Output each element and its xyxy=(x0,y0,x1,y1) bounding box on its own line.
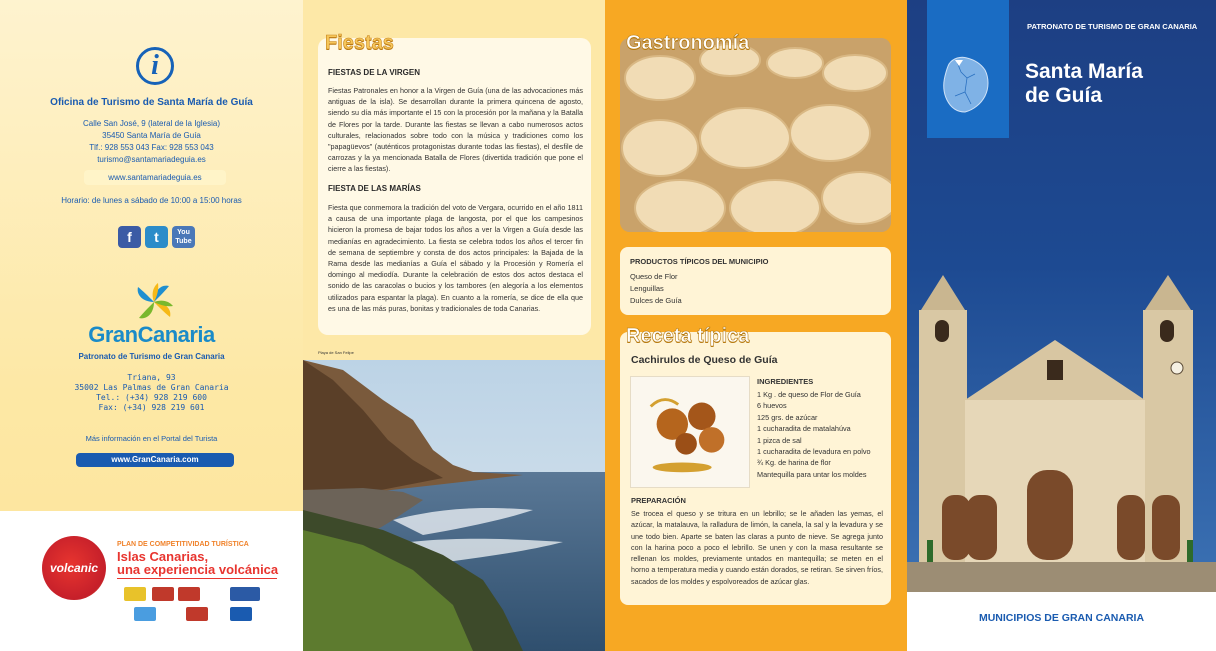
preparation-title: PREPARACIÓN xyxy=(631,496,686,505)
plan-line-1: PLAN DE COMPETITIVIDAD TURÍSTICA xyxy=(117,541,249,548)
portal-link-button[interactable]: www.GranCanaria.com xyxy=(76,453,234,467)
plan-line-3: una experiencia volcánica xyxy=(117,562,279,577)
sponsor-logo-6 xyxy=(186,607,208,621)
recipe-box xyxy=(620,332,891,605)
list-item: Mantequilla para untar los moldes xyxy=(757,469,867,479)
gastronomia-panel xyxy=(605,0,907,651)
fiesta-virgen-heading: FIESTAS DE LA VIRGEN xyxy=(328,68,421,77)
portal-label: Más información en el Portal del Turista xyxy=(85,434,218,443)
sponsor-logo-7 xyxy=(230,607,252,621)
preparation-text: Se trocea el queso y se tritura en un lebrillo; se le añaden las yemas, el azúcar, la matalauva, la ralladura de limón, la canela, la sal y la levadura y se une todo bien. Aparte se baten las claras a punto de nieve. Se agrega junto con la harina poco a poco el lebrillo. Se unen y con la masa resultante se rellenan los moldes, previamente untados en mantequilla; se meten en el horno a temperatura media y cuando están dorados, se retiran. Se sirven fríos, sacados de los moldes y espolvoreados de azúcar glas. xyxy=(631,509,883,586)
office-address: Calle San José, 9 (lateral de la Iglesia) 35450 Santa María de Guía Tlf.: 928 553 043 Fax: 928 553 043 turismo@santamariadeguia.es xyxy=(0,118,303,166)
coast-photo xyxy=(303,360,605,651)
sponsor-logo-2 xyxy=(152,587,174,601)
products-box xyxy=(620,247,891,315)
office-hours: Horario: de lunes a sábado de 10:00 a 15:00 horas xyxy=(61,196,242,205)
info-panel xyxy=(0,0,303,651)
products-list xyxy=(630,271,682,307)
office-title: Oficina de Turismo de Santa María de Guía xyxy=(50,97,253,108)
footer-band xyxy=(907,592,1216,651)
ingredients-list xyxy=(757,389,871,480)
sponsor-logo-3 xyxy=(178,587,200,601)
fiestas-title: Fiestas xyxy=(325,32,394,54)
plan-competitividad xyxy=(0,511,303,651)
gastronomia-title: Gastronomía xyxy=(626,32,750,54)
island-map-icon xyxy=(927,0,1009,138)
list-item: Lenguillas xyxy=(630,284,664,293)
recipe-name: Cachirulos de Queso de Guía xyxy=(631,354,778,366)
twitter-icon[interactable]: t xyxy=(145,226,168,248)
sponsor-logo-5 xyxy=(134,607,156,621)
list-item: Dulces de Guía xyxy=(630,296,682,305)
brand-name: GranCanaria xyxy=(88,322,215,347)
list-item: ¾ Kg. de harina de flor xyxy=(757,458,831,468)
list-item: 1 pizca de sal xyxy=(757,435,802,445)
facebook-icon[interactable]: f xyxy=(118,226,141,248)
list-item: 1 cucharadita de levadura en polvo xyxy=(757,447,871,457)
cheese-photo xyxy=(620,38,891,232)
town-title: Santa María de Guía xyxy=(1025,60,1143,107)
dish-photo xyxy=(630,376,750,488)
plan-line-2: Islas Canarias, xyxy=(117,549,209,564)
list-item: 1 cucharadita de matalahúva xyxy=(757,424,851,434)
youtube-icon[interactable]: You Tube xyxy=(172,226,195,248)
fiesta-marias-text: Fiesta que conmemora la tradición del voto de Vergara, ocurrido en el año 1811 a causa de una importante plaga de langosta, por el que los campesinos hicieron la promesa de bajar todos los años a ver la Virgen a Guía desde las medianías en agradecimiento. La fiesta se celebra todos los años el tercer fin de semana de septiembre y consta de dos actos principales: la Bajada de la Rama desde las medianías a Guía el sábado y la Procesión y Romería el domingo al mediodía. Durante la celebración de estos dos actos destaca el sonido de las caracolas o bucios y los tambores (en alegoría a los elementos utilizados para espantar la plaga). En cuanto a la romería, se dice de ella que es una de las más puras, bonitas y tradicionales de toda Canarias. xyxy=(328,203,583,313)
products-title: PRODUCTOS TÍPICOS DEL MUNICIPIO xyxy=(630,257,769,266)
list-item: 125 grs. de azúcar xyxy=(757,412,818,422)
info-icon: i xyxy=(136,47,174,85)
sponsor-logo-1 xyxy=(124,587,146,601)
photo-caption: Playa de San Felipe xyxy=(318,350,354,355)
grancanaria-logo-icon xyxy=(131,279,177,325)
cover-panel xyxy=(907,0,1216,651)
sponsor-logo-4 xyxy=(230,587,260,601)
brand-subtitle: Patronato de Turismo de Gran Canaria xyxy=(78,352,225,361)
sponsor-logos xyxy=(120,585,280,625)
list-item: Queso de Flor xyxy=(630,272,678,281)
island-map-box xyxy=(927,0,1009,138)
fiestas-panel xyxy=(303,0,605,651)
footer-title: MUNICIPIOS DE GRAN CANARIA xyxy=(978,612,1145,624)
fiesta-marias-heading: FIESTA DE LAS MARÍAS xyxy=(328,184,421,193)
brand-address: Triana, 93 35002 Las Palmas de Gran Canaria Tel.: (+34) 928 219 600 Fax: (+34) 928 219 601 xyxy=(74,373,229,412)
recipe-section-title: Receta típica xyxy=(626,325,750,347)
list-item: 1 Kg . de queso de Flor de Guía xyxy=(757,390,861,399)
plan-divider xyxy=(117,578,277,579)
church-photo xyxy=(907,270,1216,592)
volcanic-badge: volcanic xyxy=(42,536,106,600)
patronato-title: PATRONATO DE TURISMO DE GRAN CANARIA xyxy=(1027,22,1198,31)
list-item: 6 huevos xyxy=(757,401,787,411)
social-links xyxy=(118,226,195,248)
office-email[interactable]: turismo@santamariadeguia.es xyxy=(97,155,206,164)
office-website-link[interactable]: www.santamariadeguia.es xyxy=(84,170,226,185)
ingredients-title: INGREDIENTES xyxy=(757,377,814,386)
fiesta-virgen-text: Fiestas Patronales en honor a la Virgen de Guía (una de las advocaciones más antiguas de la isla). Se desarrollan durante la primera quincena de agosto, siendo su día más importante el 15 con la procesión por la mañana y la Batalla de Flores por la tarde. Durante las fiestas se llevan a cabo numerosos actos culturales, relacionados sobre todo con la música y tradiciones como los "papagüevos" (auténticos protagonistas durante todas las fiestas), el desfile de carrozas y la ya mencionada Batalla de Flores (divertida tradición que pone el cierre a las fiestas). xyxy=(328,86,583,174)
